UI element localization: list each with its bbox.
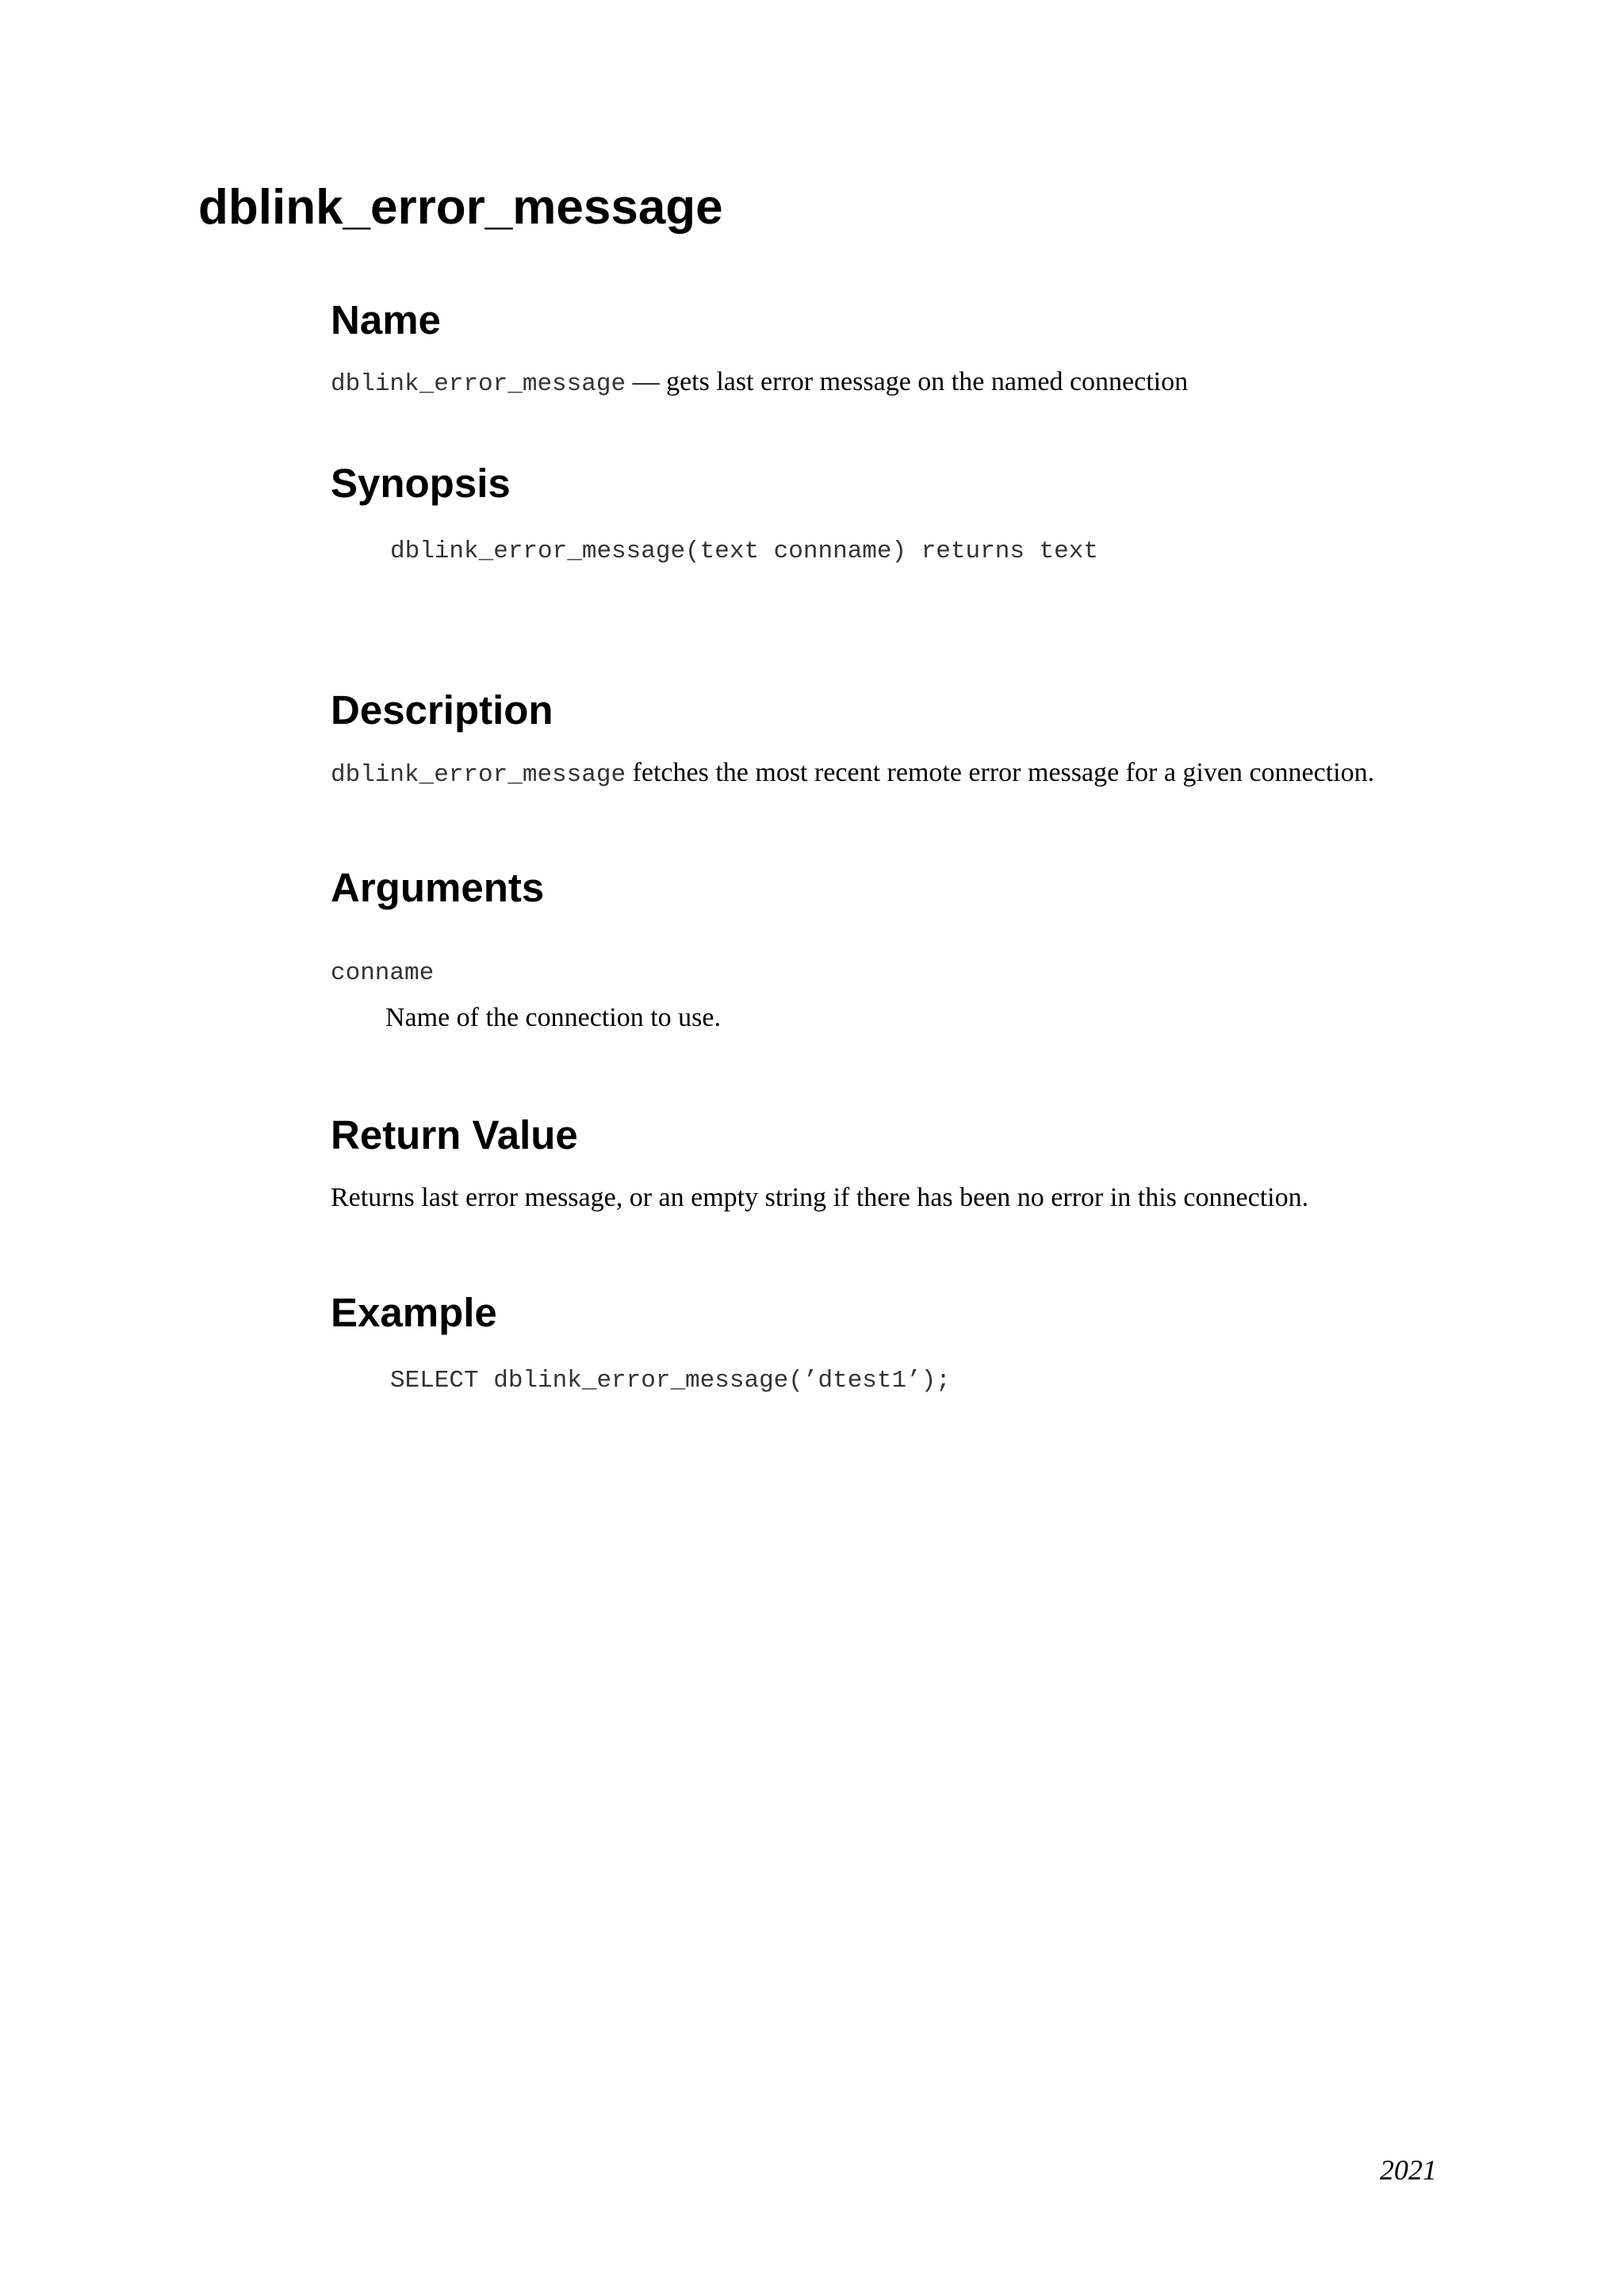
synopsis-heading: Synopsis	[331, 461, 511, 506]
example-heading: Example	[331, 1290, 497, 1335]
name-heading: Name	[331, 297, 441, 342]
page-number: 2021	[1380, 2154, 1437, 2186]
synopsis-code: dblink_error_message(text connname) returns text	[390, 538, 1098, 565]
description-heading: Description	[331, 687, 553, 733]
page-title: dblink_error_message	[198, 180, 723, 235]
argument-term: conname	[331, 959, 435, 987]
return-value-heading: Return Value	[331, 1112, 578, 1158]
description-func-name: dblink_error_message	[331, 761, 626, 789]
description-body: fetches the most recent remote error message for a given connection.	[626, 758, 1375, 787]
example-code: SELECT dblink_error_message(’dtest1’);	[390, 1367, 951, 1395]
description-text	[331, 757, 1374, 790]
name-summary	[331, 366, 1188, 399]
name-summary-text: — gets last error message on the named connection	[626, 367, 1189, 396]
name-func-name: dblink_error_message	[331, 370, 626, 398]
return-value-text: Returns last error message, or an empty string if there has been no error in this connection.	[331, 1183, 1309, 1212]
arguments-heading: Arguments	[331, 865, 545, 910]
argument-definition: Name of the connection to use.	[385, 1003, 721, 1032]
